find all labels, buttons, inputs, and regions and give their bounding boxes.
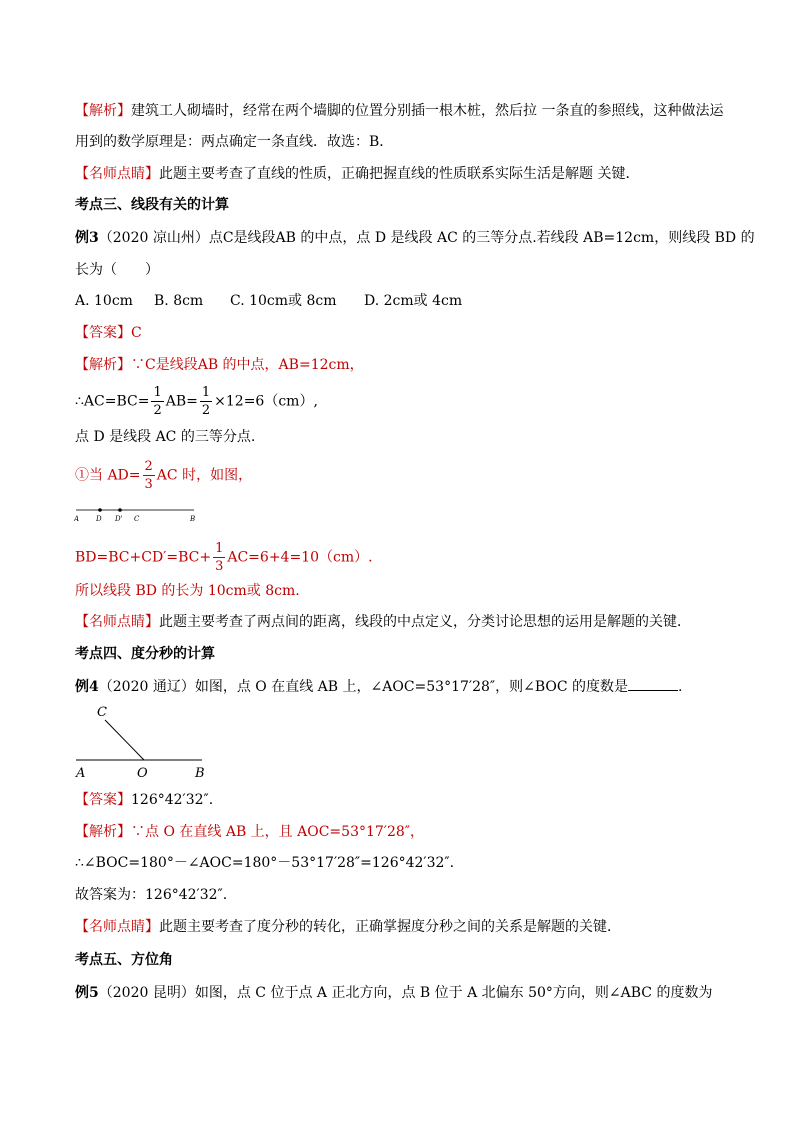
fraction-numerator: 2 <box>144 459 153 474</box>
fraction-denominator: 3 <box>144 477 153 492</box>
solution-3-line-4 <box>75 458 252 493</box>
analysis-paragraph-1-cont: 用到的数学原理是：两点确定一条直线．故选：B． <box>75 134 394 150</box>
solution-4-line-1: 【解析】∵点 O 在直线 AB 上，且 AOC=53°17′28″， <box>75 824 425 840</box>
solution-3-line-1: 【解析】∵C是线段AB 的中点，AB=12cm， <box>75 357 364 373</box>
solution-4-line-2: ∴∠BOC=180°－∠AOC=180°－53°17′28″=126°42′32″. <box>75 855 455 871</box>
solution-text: AC=6+4=10（cm）. <box>227 549 373 566</box>
teacher-note-tag: 【名师点睛】 <box>75 919 159 935</box>
teacher-note-text: 此题主要考查了度分秒的转化，正确掌握度分秒之间的关系是解题的关键． <box>159 919 621 935</box>
example-3-question <box>75 228 755 248</box>
label-d-prime: D' <box>115 515 123 523</box>
option-d: D. 2cm或 4cm <box>364 293 463 309</box>
answer-text: 126°42′32″. <box>131 792 214 808</box>
solution-text: AB= <box>165 393 198 410</box>
option-b: B. 8cm <box>154 293 204 309</box>
solution-text: ①当 AD= <box>75 467 141 484</box>
answer-tag: 【答案】 <box>75 792 131 808</box>
fraction-denominator: 2 <box>153 403 162 418</box>
label-b: B <box>195 766 205 781</box>
answer-3: 【答案】C <box>75 325 142 341</box>
example-label: 例4 <box>75 679 99 695</box>
label-c: C <box>134 515 140 523</box>
example-text: （2020 昆明）如图，点 C 位于点 A 正北方向，点 B 位于 A 北偏东 50°方向，则∠ABC 的度数为 <box>98 985 713 1001</box>
example-label: 例5 <box>75 985 99 1001</box>
analysis-paragraph-1 <box>75 101 723 121</box>
example-5-question <box>75 983 712 1003</box>
solution-text: ∴AC=BC= <box>75 393 150 410</box>
solution-3-line-2 <box>75 384 318 419</box>
example-label: 例3 <box>75 230 99 246</box>
example-text: （2020 通辽）如图，点 O 在直线 AB 上，∠AOC=53°17′28″，则∠BOC 的度数是 <box>98 679 629 695</box>
label-b: B <box>190 515 196 523</box>
solution-3-line-6: 所以线段 BD 的长为 10cm或 8cm. <box>75 583 300 599</box>
label-d: D <box>96 515 102 523</box>
section-heading-5: 考点五、方位角 <box>75 952 173 968</box>
fraction-numerator: 1 <box>201 385 211 400</box>
example-4-question <box>75 676 683 697</box>
teacher-note-tag: 【名师点睛】 <box>75 166 159 182</box>
analysis-text: 建筑工人砌墙时，经常在两个墙脚的位置分别插一根木桩，然后拉 一条直的参照线，这种做法运 <box>131 103 724 119</box>
option-a: A. 10cm <box>75 293 133 309</box>
solution-3-line-5 <box>75 540 373 575</box>
solution-text: AC 时，如图， <box>156 467 253 484</box>
solution-4-line-3: 故答案为：126°42′32″. <box>75 887 228 903</box>
fraction-denominator: 3 <box>215 559 224 574</box>
teacher-note-2 <box>75 612 691 632</box>
section-heading-4: 考点四、度分秒的计算 <box>75 646 215 662</box>
solution-3-line-3: 点 D 是线段 AC 的三等分点. <box>75 429 256 445</box>
teacher-note-tag: 【名师点睛】 <box>75 614 159 630</box>
solution-text: ×12=6（cm）, <box>214 393 318 410</box>
teacher-note-1 <box>75 164 639 184</box>
fraction-one-half <box>151 384 163 419</box>
label-o: O <box>137 766 148 781</box>
answer-4 <box>75 790 213 810</box>
segment-figure <box>74 504 204 524</box>
point-d-dot <box>98 508 102 512</box>
fraction-denominator: 2 <box>201 403 211 418</box>
label-c: C <box>97 705 107 720</box>
answer-blank <box>628 676 678 691</box>
option-c: C. 10cm或 8cm <box>230 293 337 309</box>
label-a: A <box>76 766 86 781</box>
ray-oc <box>105 720 144 760</box>
fraction-numerator: 1 <box>153 385 162 400</box>
analysis-tag: 【解析】 <box>75 103 131 119</box>
solution-text: BD=BC+CD′=BC+ <box>75 549 212 566</box>
point-d-prime-dot <box>118 508 122 512</box>
fraction-two-thirds <box>143 458 155 493</box>
label-a: A <box>74 515 80 523</box>
example-3-question-cont: 长为（ ） <box>75 262 159 278</box>
fraction-one-third <box>213 540 225 575</box>
fraction-numerator: 1 <box>215 541 224 556</box>
teacher-note-text: 此题主要考查了两点间的距离，线段的中点定义，分类讨论思想的运用是解题的关键． <box>159 614 691 630</box>
section-heading-3: 考点三、线段有关的计算 <box>75 197 229 213</box>
teacher-note-3 <box>75 917 621 937</box>
example-text: （2020 凉山州）点C是线段AB 的中点，点 D 是线段 AC 的三等分点.若线段 AB=12cm，则线段 BD 的 <box>98 230 755 246</box>
fraction-one-half <box>200 384 212 419</box>
punctuation: . <box>678 679 683 695</box>
teacher-note-text: 此题主要考查了直线的性质，正确把握直线的性质联系实际生活是解题 关键． <box>159 166 640 182</box>
angle-figure <box>74 700 214 784</box>
